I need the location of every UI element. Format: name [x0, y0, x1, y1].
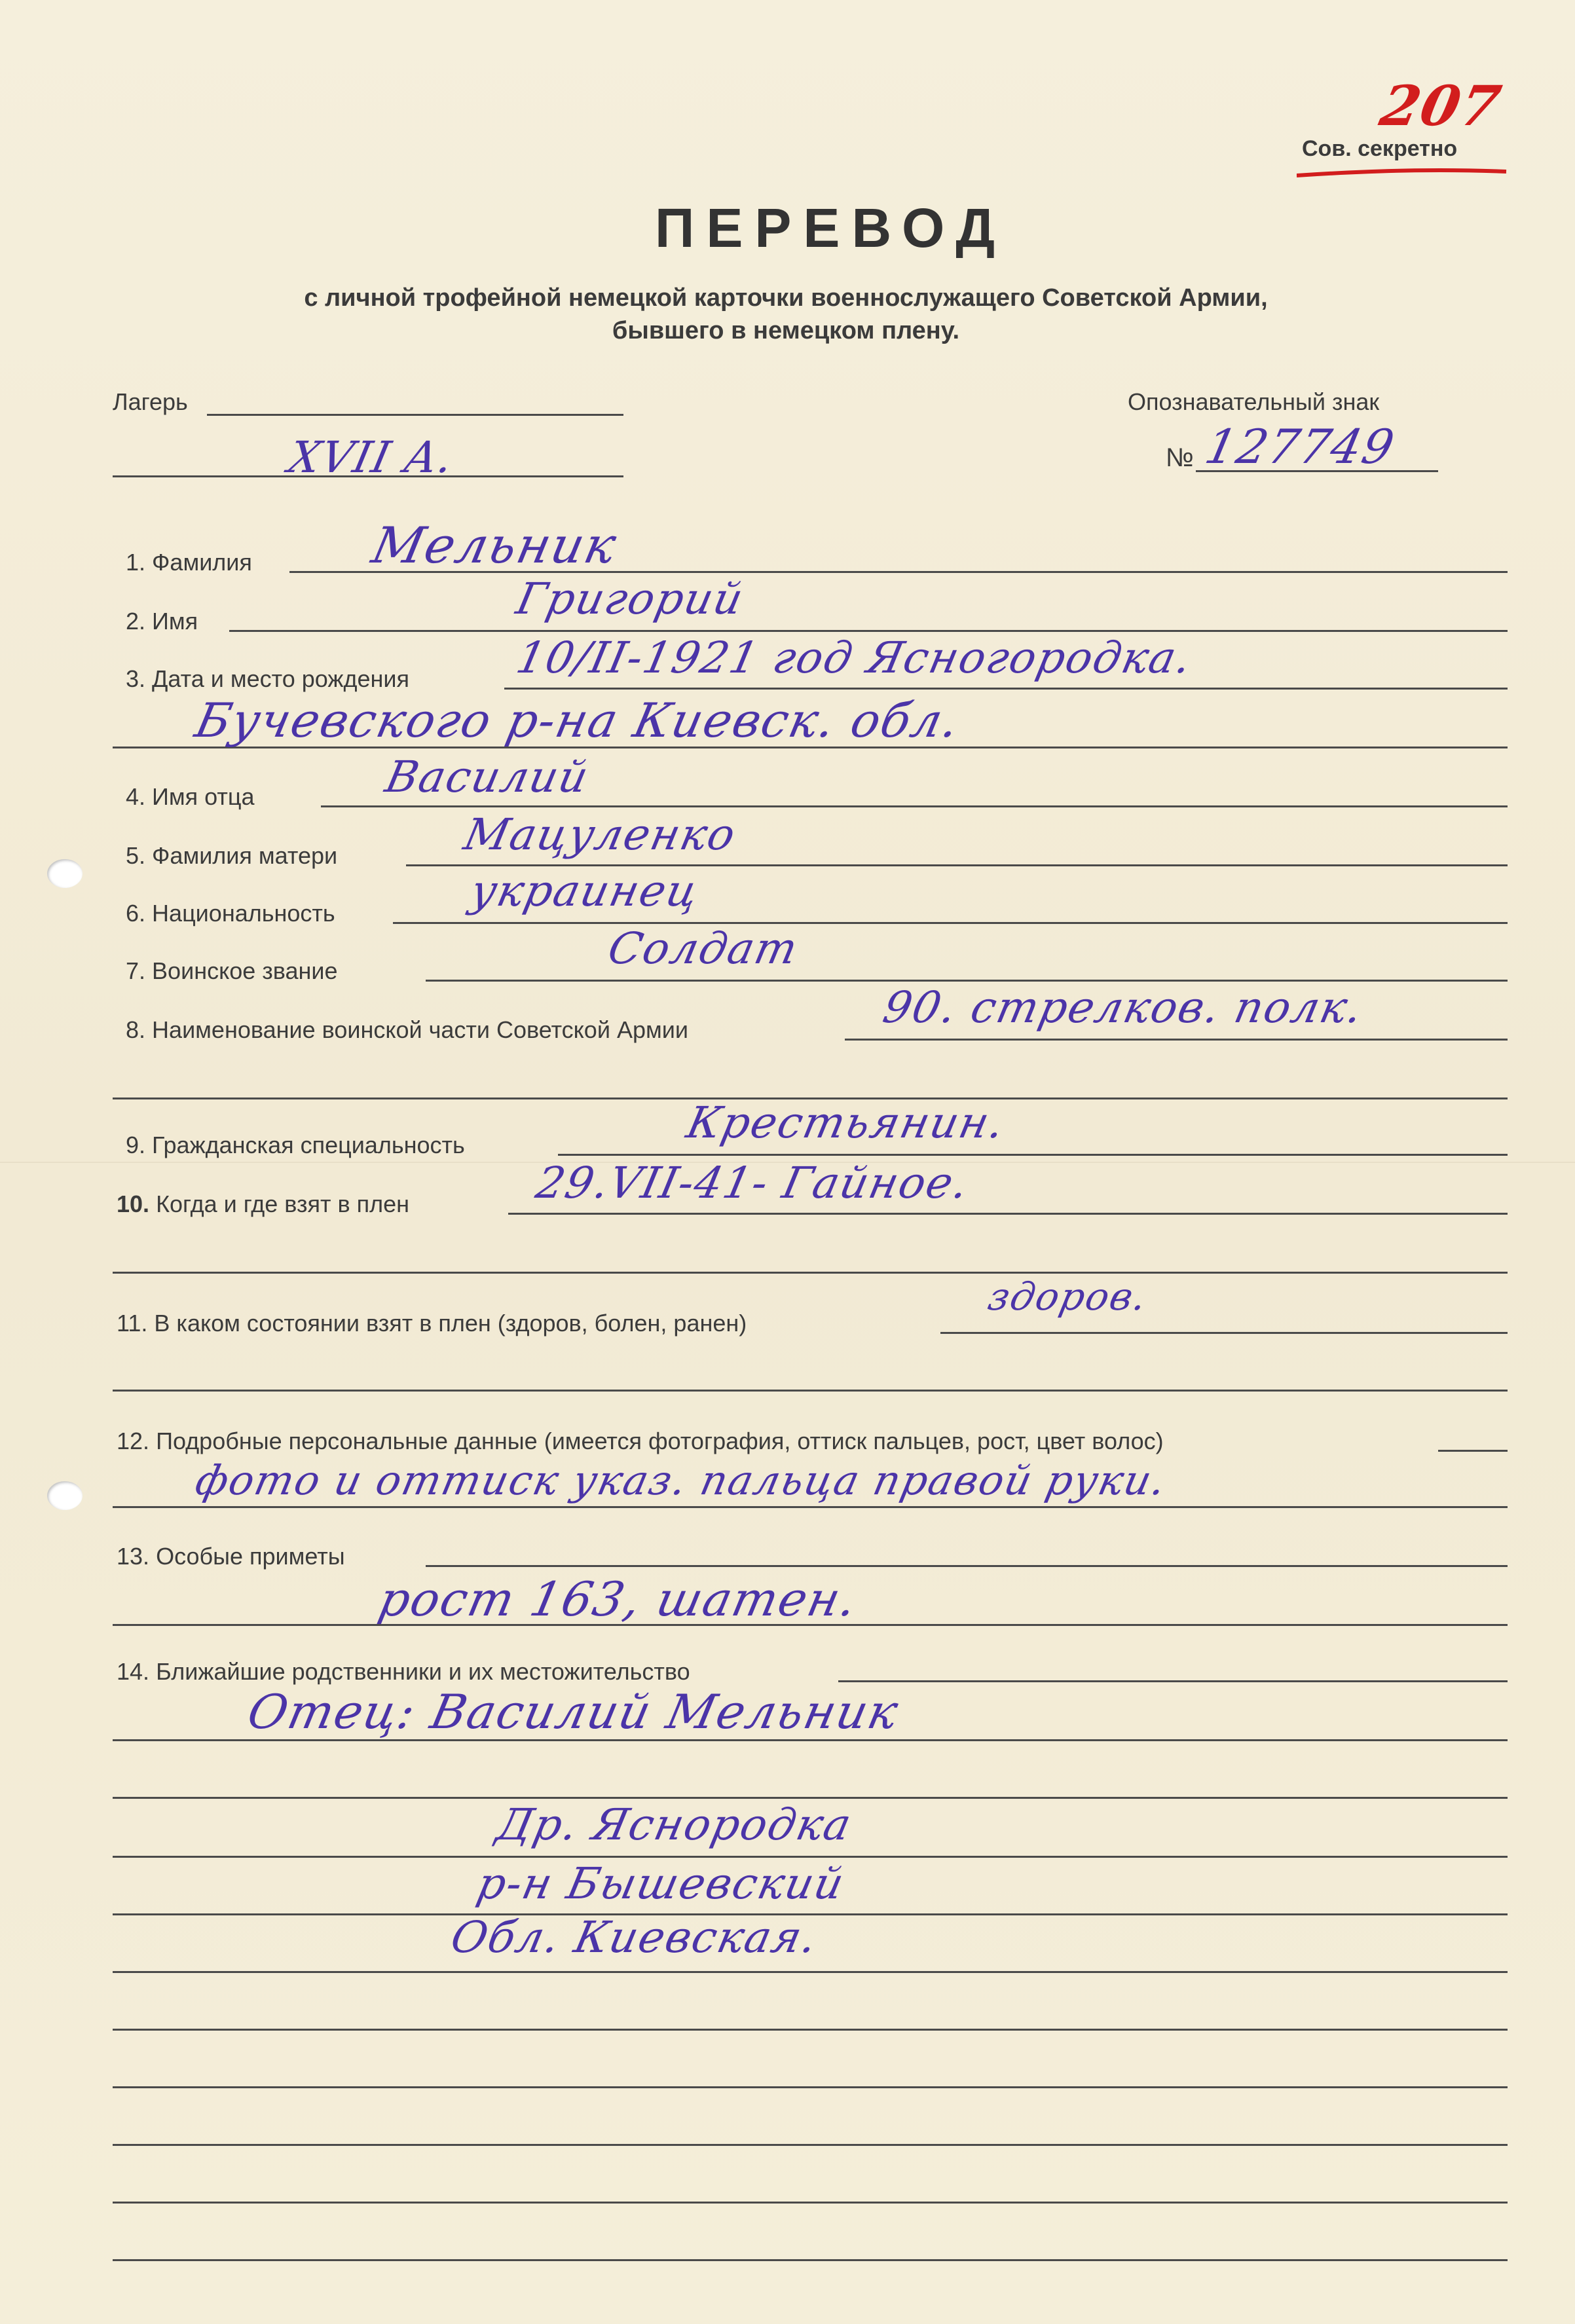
field-10-value: 29.VII-41- Гайное. [531, 1158, 974, 1208]
camp-value: XVII A. [284, 432, 459, 483]
field-6-label: 6. Национальность [126, 900, 335, 927]
field-3-label: 3. Дата и место рождения [126, 665, 409, 692]
field-8-value: 90. стрелков. полк. [878, 982, 1369, 1033]
field-6-line [393, 922, 1508, 924]
document-subtitle [196, 282, 1375, 347]
field-11-line-1 [940, 1332, 1508, 1334]
field-14-line-11 [113, 2259, 1508, 2261]
field-7-label: 7. Воинское звание [126, 957, 338, 984]
field-12-line-1 [1438, 1450, 1508, 1452]
field-4-line [321, 805, 1508, 807]
field-2-label: 2. Имя [126, 608, 198, 635]
classification-mark: Сов. секретно [1302, 136, 1458, 161]
field-4-label: 4. Имя отца [126, 783, 255, 810]
field-14-value-line-1: Отец: Василий Мельник [243, 1684, 904, 1739]
field-3-value-line-2: Бучевского р-на Киевск. обл. [191, 693, 965, 748]
subtitle-line-2: бывшего в немецком плену. [612, 317, 960, 344]
id-mark-prefix: № [1166, 443, 1194, 472]
camp-line-1 [207, 414, 623, 416]
punch-hole-bottom [47, 1481, 83, 1510]
field-12-value: фото и оттиск указ. пальца правой руки. [191, 1456, 1172, 1504]
field-14-label: 14. Ближайшие родственники и их местожительство [117, 1658, 690, 1685]
field-14-line-4 [113, 1856, 1508, 1858]
field-14-line-3 [113, 1797, 1508, 1799]
field-3-value-line-1: 10/II-1921 год Ясногородка. [511, 633, 1197, 683]
field-1-value: Мельник [367, 516, 623, 574]
field-8-line-1 [845, 1039, 1508, 1041]
field-14-value-line-2: Др. Яснородка [492, 1799, 857, 1850]
field-14-line-10 [113, 2202, 1508, 2204]
red-underline-stroke [1297, 157, 1513, 196]
id-mark-value: 127749 [1200, 419, 1400, 474]
field-13-label: 13. Особые приметы [117, 1543, 345, 1570]
field-12-label: 12. Подробные персональные данные (имеется фотография, оттиск пальцев, рост, цвет волос) [117, 1428, 1164, 1454]
field-9-value: Крестьянин. [682, 1097, 1010, 1148]
field-10-line-1 [508, 1213, 1508, 1215]
field-5-label: 5. Фамилия матери [126, 842, 338, 869]
field-14-line-6 [113, 1971, 1508, 1973]
field-14-line-1 [838, 1680, 1508, 1682]
field-14-value-line-3: р-н Бышевский [472, 1858, 849, 1909]
handwritten-number: 207 [1375, 73, 1508, 138]
field-14-line-7 [113, 2029, 1508, 2031]
field-14-line-2 [113, 1739, 1508, 1741]
field-14-value-line-4: Обл. Киевская. [446, 1912, 823, 1963]
field-10-line-2 [113, 1272, 1508, 1274]
id-mark-label: Опознавательный знак [1128, 388, 1380, 415]
field-14-line-8 [113, 2086, 1508, 2088]
field-13-line-1 [426, 1565, 1508, 1567]
field-2-value: Григорий [511, 574, 749, 624]
field-3-line-1 [504, 688, 1508, 690]
field-2-line [229, 630, 1508, 632]
camp-line-2 [113, 475, 623, 477]
field-7-value: Солдат [603, 923, 804, 974]
field-8-label: 8. Наименование воинской части Советской Армии [126, 1016, 688, 1043]
field-6-value: украинец [466, 866, 704, 916]
field-11-line-2 [113, 1390, 1508, 1392]
punch-hole-top [47, 859, 83, 888]
field-13-value: рост 163, шатен. [374, 1572, 863, 1627]
field-13-line-2 [113, 1624, 1508, 1626]
field-9-line [558, 1154, 1508, 1156]
field-11-label: 11. В каком состоянии взят в плен (здоров, болен, ранен) [117, 1310, 747, 1337]
field-7-line [426, 980, 1508, 982]
field-14-line-9 [113, 2144, 1508, 2146]
field-5-value: Мацуленко [459, 809, 741, 860]
field-1-label: 1. Фамилия [126, 549, 252, 576]
subtitle-line-1: с личной трофейной немецкой карточки военнослужащего Советской Армии, [304, 284, 1268, 312]
camp-label: Лагерь [113, 388, 188, 415]
field-11-value: здоров. [984, 1274, 1152, 1319]
field-9-label: 9. Гражданская специальность [126, 1132, 465, 1158]
field-4-value: Василий [380, 752, 594, 802]
field-10-label: 10. Когда и где взят в плен [117, 1190, 409, 1217]
document-title: ПЕРЕВОД [655, 197, 1007, 259]
field-12-line-2 [113, 1506, 1508, 1508]
